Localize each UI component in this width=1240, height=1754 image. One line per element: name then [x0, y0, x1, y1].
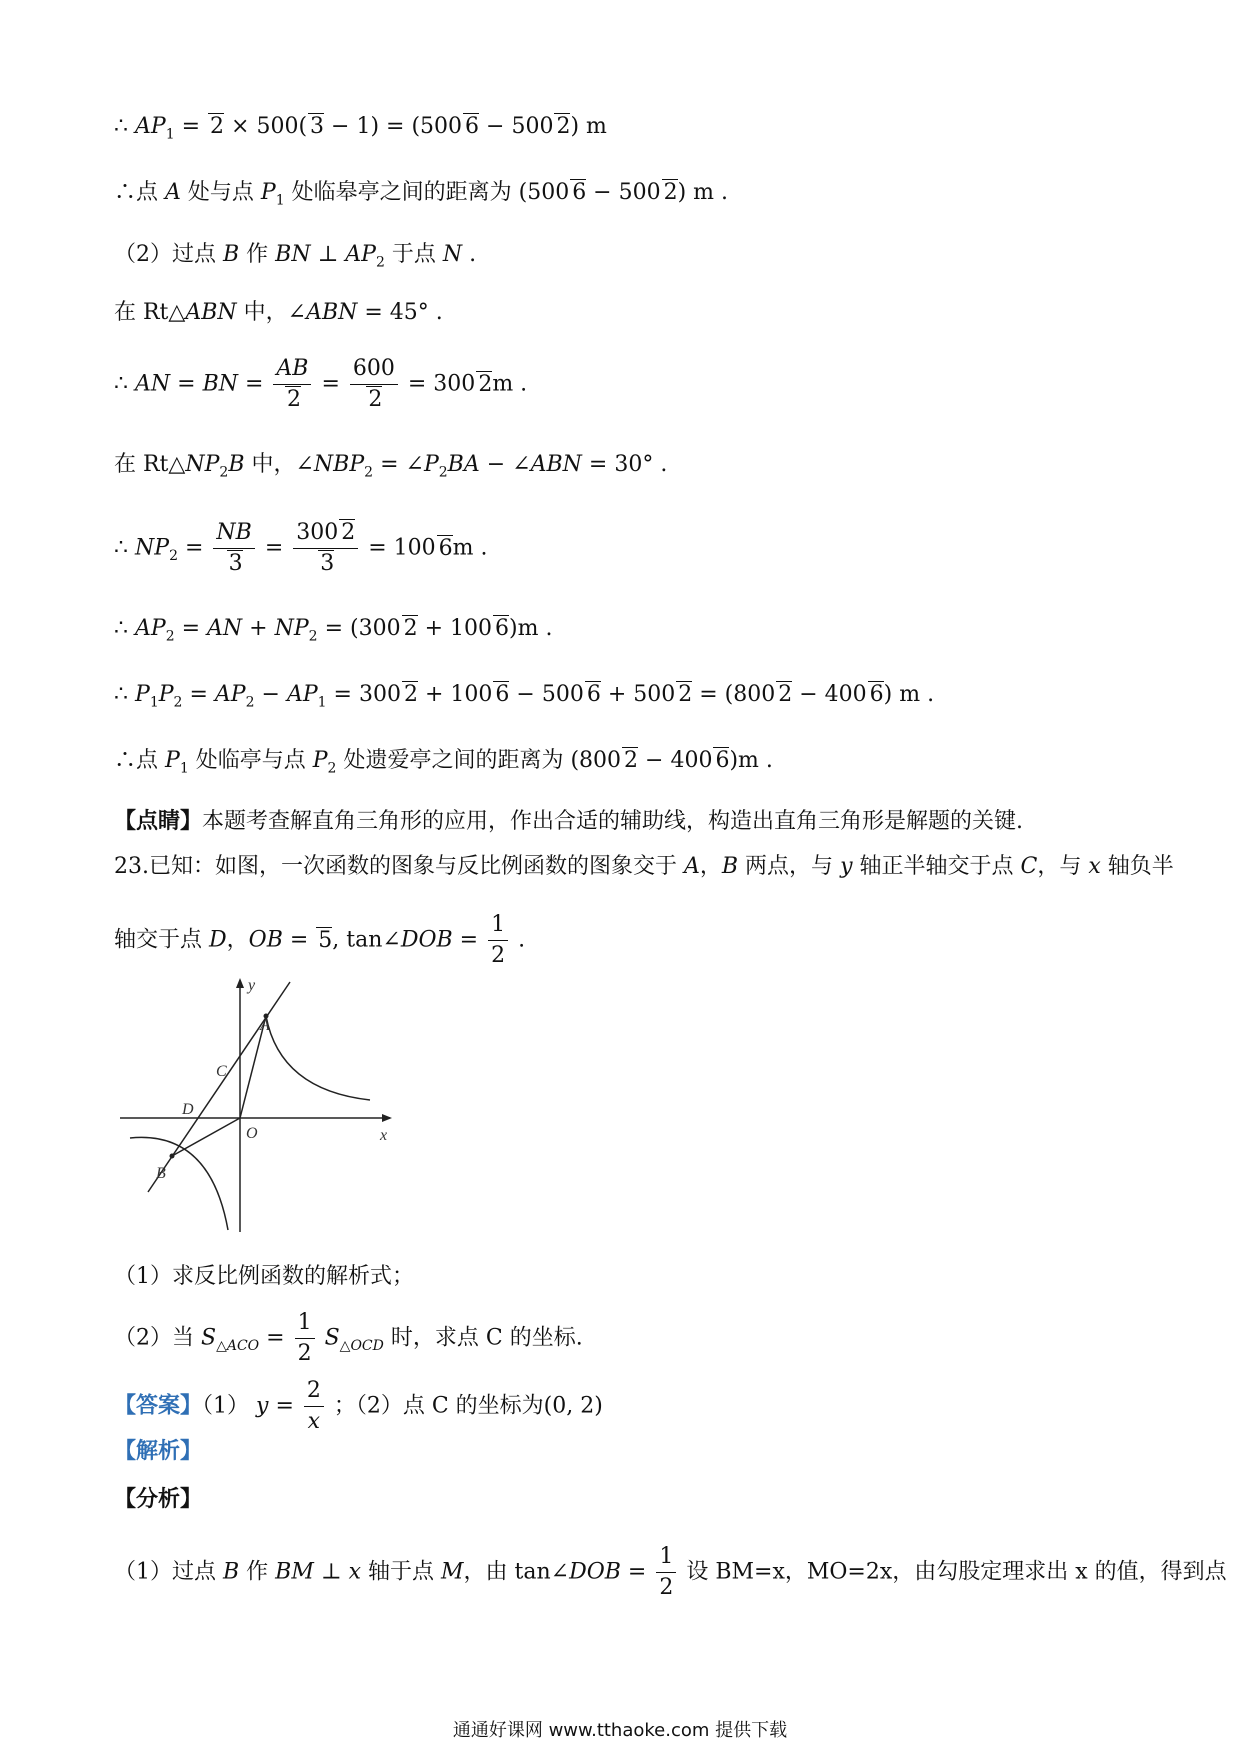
- axes: [120, 978, 392, 1232]
- equation-p1p2: ∴ $P_1P_2 = AP_2 - AP_1 = 300$ 2 + 100 6 − 500 6 + 500 2 = (800 2 − 400 6) m .: [114, 682, 935, 711]
- part2-construction: （2）过点 B 作 BN ⊥ $AP_2$ 于点 N .: [114, 242, 477, 271]
- answer-tag: 【答案】: [114, 1392, 203, 1419]
- equation-np2: ∴ $NP_2$ = $\frac{NB}{3}$ = $\frac{300 2}{3}$ = 100 6m .: [114, 520, 488, 576]
- distance-statement-2: ∴点 $P_1$ 处临亭与点 $P_2$ 处遗爱亭之间的距离为 (800 2 − 400 6)m .: [114, 748, 773, 777]
- equation-ap1: ∴ $AP_1 = 2 \times 500$( 3 − 1) = (500 6 − 500 2) m: [114, 114, 607, 143]
- label-b: B: [156, 1165, 166, 1182]
- label-o: O: [246, 1125, 258, 1142]
- commentary-text: 本题考查解直角三角形的应用，作出合适的辅助线，构造出直角三角形是解题的关键.: [202, 809, 1024, 834]
- label-y: y: [248, 977, 256, 994]
- footer-watermark: 通通好课网 www.tthaoke.com 提供下载: [452, 1720, 788, 1741]
- label-d: D: [182, 1101, 194, 1118]
- answer-line: 【答案】（1） y = $\frac{2}{x}$ ；（2）点 C 的坐标为(0, 2): [114, 1378, 603, 1434]
- problem-23-given: 轴交于点 D，OB = 5, tan∠DOB = $\frac{1}{2}$ .: [114, 912, 526, 968]
- label-a: A: [260, 1017, 270, 1034]
- triangle-np2b: 在 $Rt\triangle NP_2B$ 中，$\angle NBP_2$ = $\angle P_2BA$ − ∠ABN = 30° .: [114, 452, 668, 481]
- y-axis-arrow: [236, 978, 244, 988]
- solution-step-1: （1）过点 B 作 BM ⊥ x 轴于点 M，由 tan∠DOB = $\frac{1}{2}$ 设 BM=x，MO=2x，由勾股定理求出 x 的值，得到点: [114, 1544, 1227, 1600]
- point-b: [170, 1154, 175, 1159]
- hyperbola-branch-q1: [266, 1016, 370, 1100]
- commentary-tag: 【点睛】: [114, 808, 203, 834]
- segment-ob: [172, 1118, 240, 1156]
- function-graph-figure: [110, 970, 410, 1240]
- label-x: x: [380, 1127, 388, 1144]
- label-c: C: [216, 1063, 227, 1080]
- x-axis-arrow: [382, 1114, 392, 1122]
- commentary: [114, 806, 1023, 837]
- equation-ap2: ∴ $AP_2$ = AN + $NP_2 = (300$ 2 + 100 6)m .: [114, 616, 553, 645]
- distance-statement-1: ∴点 A 处与点 $P_1$ 处临皋亭之间的距离为 (500 6 − 500 2) m .: [114, 180, 729, 209]
- question-2: （2）当 $S_{\triangle ACO}$ = $\frac{1}{2}$ $S_{\triangle OCD}$ 时，求点 C 的坐标.: [114, 1310, 583, 1366]
- problem-23-statement: 23.已知：如图，一次函数的图象与反比例函数的图象交于 A，B 两点，与 y 轴正半轴交于点 C，与 x 轴负半: [114, 854, 1174, 879]
- linear-function-line: [148, 982, 290, 1192]
- triangle-abn: 在 Rt△ABN 中，∠ABN = 45° .: [114, 300, 443, 325]
- equation-an-bn: ∴ AN = BN = $\frac{AB}{2}$ = $\frac{600}{2}$ = 300 2m .: [114, 356, 528, 412]
- question-1: （1）求反比例函数的解析式；: [114, 1264, 414, 1289]
- subanalysis-heading: 【分析】: [114, 1486, 203, 1512]
- analysis-heading: 【解析】: [114, 1438, 203, 1464]
